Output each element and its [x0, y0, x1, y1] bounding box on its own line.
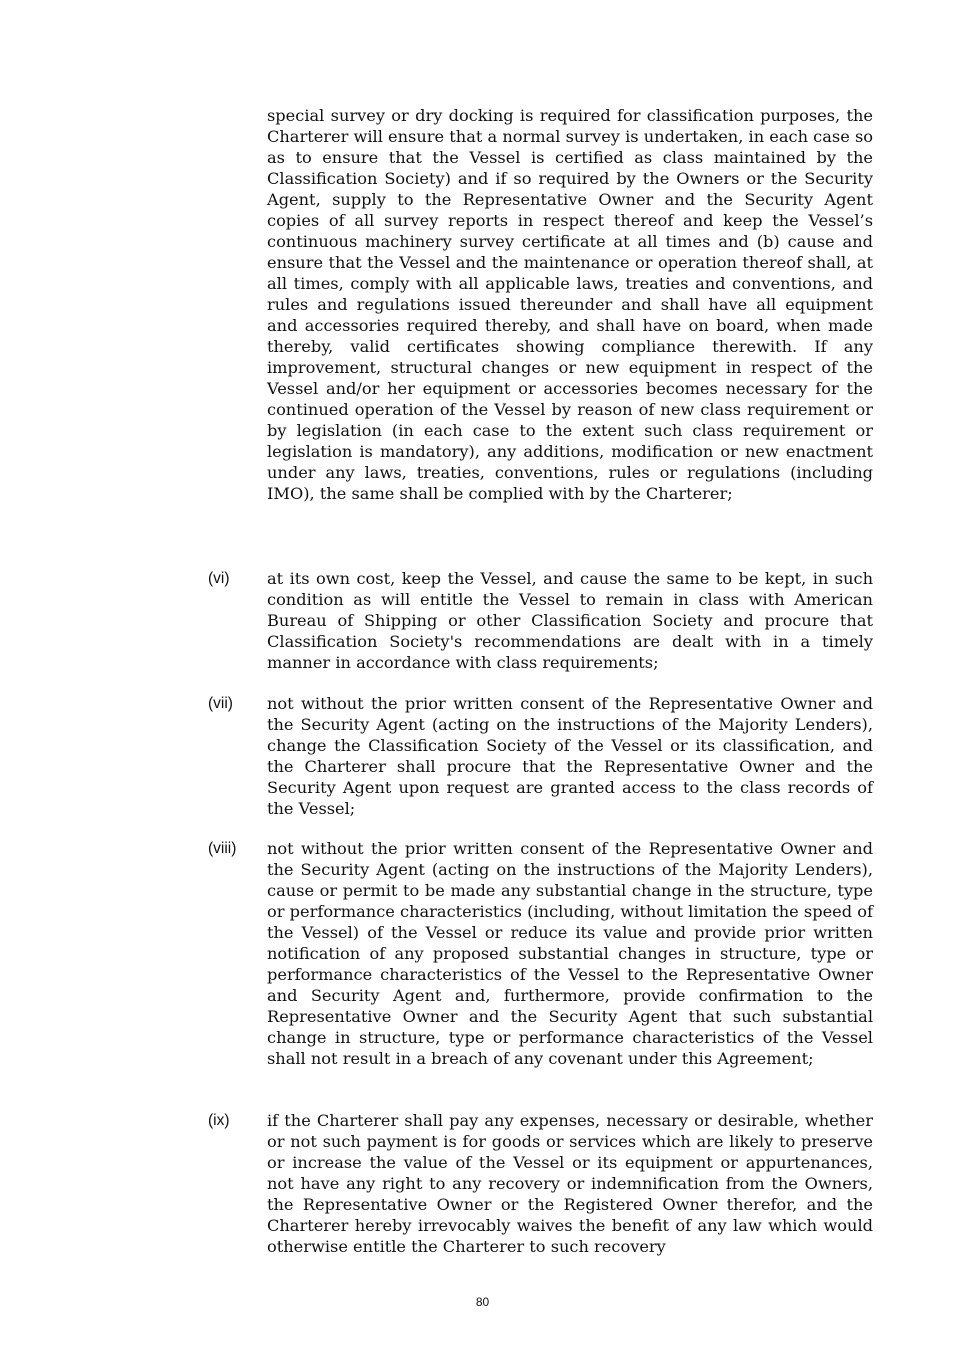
page-number: 80 — [475, 1295, 490, 1309]
clause-text: if the Charterer shall pay any expenses, necessary or desirable, whether or not such payment is for goods or services which are likely to preserve or increase the value of the Vessel or its equipment or appurtenances, not have any right to any recovery or indemnification from the Owners, the Representative Owner or the Registered Owner therefor, and the Charterer hereby irrevocably waives the benefit of any law which would otherwise entitle the Charterer to such recovery — [267, 1111, 873, 1256]
clause-text: at its own cost, keep the Vessel, and cause the same to be kept, in such condition as will entitle the Vessel to remain in class with American Bureau of Shipping or other Classification Society and procure that Classification Society's recommendations are dealt with in a timely manner in accordance with class requirements; — [267, 569, 873, 672]
clause-text: not without the prior written consent of the Representative Owner and the Security Agent (acting on the instructions of the Majority Lenders), change the Classification Society of the Vessel or its classification, and the Charterer shall procure that the Representative Owner and the Security Agent upon request are granted access to the class records of the Vessel; — [267, 694, 873, 818]
clause-number: (vii) — [208, 695, 233, 712]
clause-number: (ix) — [208, 1112, 230, 1129]
continuation-paragraph: special survey or dry docking is required for classification purposes, the Charterer will ensure that a normal survey is undertaken, in each case so as to ensure that the Vessel is certified as class maintained by the Classification Society) and if so required by the Owners or the Security Agent, supply to the Representative Owner and the Security Agent copies of all survey reports in respect thereof and keep the Vessel’s continuous machinery survey certificate at all times and (b) cause and ensure that the Vessel and the maintenance or operation thereof shall, at all times, comply with all applicable laws, treaties and conventions, and rules and regulations issued thereunder and shall have all equipment and accessories required thereby, and shall have on board, when made thereby, valid certificates showing compliance therewith. If any improvement, structural changes or new equipment in respect of the Vessel and/or her equipment or accessories becomes necessary for the continued operation of the Vessel by reason of new class requirement or by legislation (in each case to the extent such class requirement or legislation is mandatory), any additions, modification or new enactment under any laws, treaties, conventions, rules or regulations (including IMO), the same shall be complied with by the Charterer; — [267, 106, 873, 503]
clause-number: (vi) — [208, 570, 230, 587]
clause-number: (viii) — [208, 840, 237, 857]
clause-text: not without the prior written consent of the Representative Owner and the Security Agent (acting on the instructions of the Majority Lenders), cause or permit to be made any substantial change in the structure, type or performance characteristics (including, without limitation the speed of the Vessel) of the Vessel or reduce its value and provide prior written notification of any proposed substantial changes in structure, type or performance characteristics of the Vessel to the Representative Owner and Security Agent and, furthermore, provide confirmation to the Representative Owner and the Security Agent that such substantial change in structure, type or performance characteristics of the Vessel shall not result in a breach of any covenant under this Agreement; — [267, 839, 873, 1068]
